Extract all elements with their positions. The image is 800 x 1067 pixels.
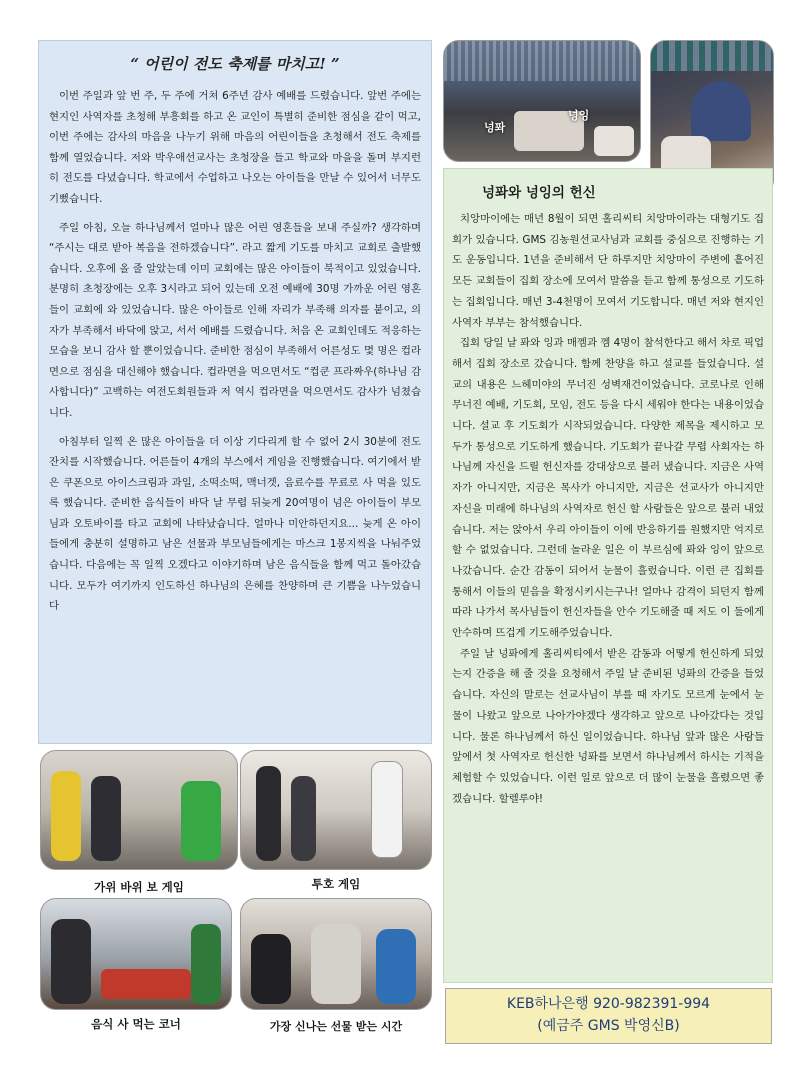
festival-paragraph-1: 이번 주일과 앞 번 주, 두 주에 거쳐 6주년 감사 예배를 드렸습니다. 앞번 주에는 현지인 사역자를 초청해 부흥회를 하고 온 교인이 특별히 준비한 점심을 같이 먹고, 이번 주에는 감사의 마음을 나누기 위해 마음의 어린이들을 초청해서 전도 축제를 함께 열었습니다. 저와 박우애선교사는 초청장을 들고 학교와 마을을 돌며 부지런히 전도를 다녔습니다. 학교에서 수업하고 나오는 아이들을 만날 수 있어서 너무도 기뻤습니다. [49,90,421,205]
photo-gift-time [240,898,432,1010]
caption-food-corner: 음식 사 먹는 코너 [91,1017,181,1031]
dedication-paragraph-2: 집회 당일 날 퐈와 잉과 매껨과 껨 4명이 참석한다고 해서 차로 픽업해서 집회 장소로 갔습니다. 함께 찬양을 하고 설교를 들었습니다. 설교의 내용은 느헤미야의 무너진 성벽재건이었습니다. 코로나로 인해 무너진 예배, 기도회, 모임, 전도 등을 다시 세워야 한다는 내용이었습니다. 설교 후 기도회가 시작되었습니다. 다양한 제목을 제시하고 모두가 통성으로 기도하게 했습니다. 기도회가 끝나갈 무렵 사회자는 하나님께 자신을 드릴 헌신자를 강대상으로 불러 냈습니다. 지금은 사역자가 아니지만, 지금은 목사가 아니지만, 지금은 선교사가 아니지만 자신을 미래에 하나님의 사역자로 헌신 할 사람들은 앞으로 불러 내었습니다. 저는 앉아서 우리 아이들이 이에 반응하기를 원했지만 억지로 할 수 없었습니다. 그런데 놀라운 일은 이 부르심에 퐈와 잉이 앞으로 나갔습니다. 순간 감동이 되어서 눈물이 흘렀습니다. 이런 큰 집회를 통해서 이들의 믿음을 확정시키시는구나! 얼마나 감격이 되던지 함께 따라 나가서 목사님들이 헌신자들을 안수 기도해줄 때 저도 이 둘에게 안수하며 뜨겁게 기도해주었습니다. [452,337,764,640]
festival-paragraph-3: 아침부터 일찍 온 많은 아이들을 더 이상 기다리게 할 수 없어 2시 30분에 전도 잔치를 시작했습니다. 어른들이 4개의 부스에서 게임을 진행했습니다. 여기에서 받은 쿠폰으로 아이스크림과 과일, 소떡소떡, 맥너겟, 음료수를 무료로 사 먹을 있도록 했습니다. 준비한 음식들이 바닥 날 무렵 뒤늦게 20여명이 넘은 아이들이 부모님과 오토바이를 타고 교회에 나타났습니다. 얼마나 미안하던지요... 늦게 온 아이들에게 충분히 설명하고 남은 선물과 부모님들에게는 마스크 1봉지씩을 나눠주었습니다. 다음에는 꼭 일찍 오겠다고 이야기하며 남은 음식들을 함께 먹고 돌아갔습니다. 모두가 여기까지 인도하신 하나님의 은혜를 찬양하며 큰 기쁨을 나누었습니다 [49,435,421,613]
photo-rock-paper-scissors [40,750,238,870]
photo-prayer-meeting [443,40,641,162]
photo-tuho-game [240,750,432,870]
caption-rock-paper-scissors: 가위 바위 보 게임 [94,880,184,894]
festival-article-title: “ 어린이 전도 축제를 마치고! ” [130,55,340,73]
caption-tuho-game: 투호 게임 [311,877,361,891]
bank-account-holder: (예금주 GMS 박영신B) [537,1018,680,1034]
photo-food-corner [40,898,232,1010]
bank-account-number: KEB하나은행 920-982391-994 [506,996,711,1012]
label-nongpha: 넝퐈 [484,121,506,134]
festival-article [38,40,432,744]
festival-paragraph-2: 주일 아침, 오늘 하나님께서 얼마나 많은 어린 영혼들을 보내 주실까? 생각하며 “주시는 대로 받아 복음을 전하겠습니다”. 라고 짧게 기도를 마치고 교회로 출발했습니다. 오후에 올 줄 알았는데 이미 교회에는 많은 아이들이 북적이고 있었습니다. 분명히 초청장에는 오후 3시라고 되어 있는데 오전 예배에 30명 가까운 어린 영혼들이 교회에 와 있었습니다. 많은 아이들로 인해 자리가 부족해 의자를 붙이고, 의자가 부족해서 바닥에 앉고, 서서 예배를 드렸습니다. 처음 온 교회인데도 적응하는 모습을 보니 감사 할 뿐이었습니다. 준비한 점심이 부족해서 어른성도 몇 명은 컵라면으로 점심을 대신해야 했습니다. 컵라면을 먹으면서도 “컵쿤 프라짜우(하나님 감사합니다)” 고백하는 여전도회원들과 저 역시 컵라면을 먹으면서도 감사가 넘쳤습니다. [49,221,421,419]
label-nonging: 넝잉 [568,109,590,122]
bank-account-box [445,988,772,1044]
dedication-article-title: 넝퐈와 넝잉의 헌신 [482,185,596,201]
dedication-article [443,168,773,983]
dedication-paragraph-3: 주일 날 넝퐈에게 홀리씨티에서 받은 감동과 어떻게 헌신하게 되었는지 간증을 해 줄 것을 요청해서 주일 날 준비된 넝퐈의 간증을 들었습니다. 자신의 말로는 선교사님이 부를 때 자기도 모르게 눈에서 눈물이 나왔고 앞으로 나아가야겠다 생각하고 앞으로 나아갔다는 것입니다. 물론 하나님께서 하신 일이었습니다. 하나님 앞과 많은 사람들 앞에서 첫 사역자로 헌신한 넝퐈를 보면서 하나님께서 하시는 기적을 체험할 수 있었습니다. 이런 일로 앞으로 더 많이 눈물을 흘렸으면 좋겠습니다. 할렐루야! [452,647,764,805]
dedication-paragraph-1: 치앙마이에는 매년 8월이 되면 홀리씨티 치앙마이라는 대형기도 집회가 있습니다. GMS 김농원선교사님과 교회를 중심으로 진행하는 기도 운동입니다. 1년을 준비해서 단 하루지만 치앙마이 주변에 흩어진 모든 교회들이 집회 장소에 모여서 말씀을 듣고 함께 통성으로 기도하는 집회입니다. 매년 3-4천명이 모여서 기도합니다. 매년 저와 현지인 사역자 부부는 참석했습니다. [452,213,764,329]
caption-gift-time: 가장 신나는 선물 받는 시간 [269,1020,403,1033]
